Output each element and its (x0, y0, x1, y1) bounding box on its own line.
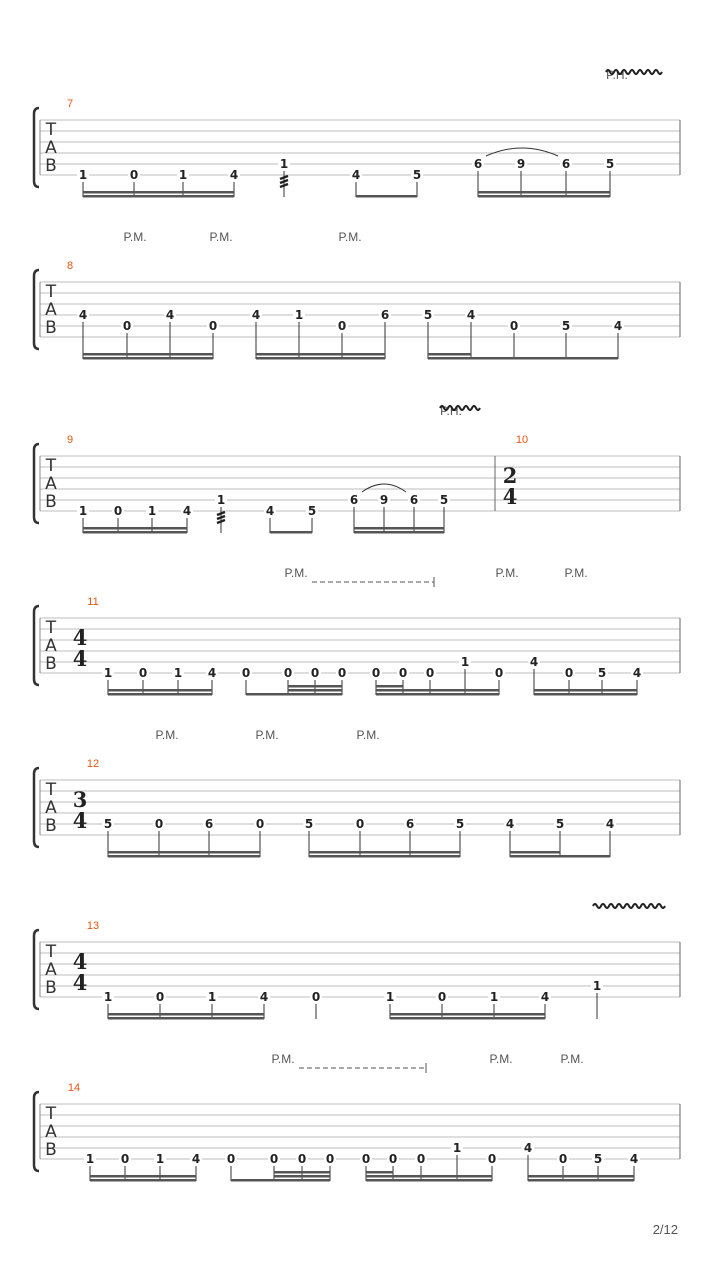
beam (356, 195, 417, 198)
tab-clef-letter: A (45, 474, 57, 494)
fret-number: 9 (379, 493, 389, 507)
tab-system (34, 904, 680, 1020)
tab-clef-letter: T (45, 1104, 57, 1124)
tab-clef-letter: B (45, 492, 57, 512)
beam (403, 689, 499, 692)
fret-number: 1 (592, 979, 602, 993)
beam (83, 195, 234, 198)
time-signature-top: 3 (72, 787, 88, 812)
tab-clef-letter: A (45, 1122, 57, 1142)
fret-number: 6 (409, 493, 419, 507)
tab-clef-letter: T (45, 456, 57, 476)
pinch-harmonic-label: P.H. (440, 404, 462, 418)
fret-number: 0 (269, 1152, 279, 1166)
fret-number: 1 (155, 1152, 165, 1166)
system-brace (34, 1092, 39, 1171)
fret-number: 5 (455, 817, 465, 831)
fret-number: 5 (304, 817, 314, 831)
beam (108, 851, 260, 854)
beam (108, 1013, 264, 1016)
fret-number: 0 (297, 1152, 307, 1166)
tab-system (34, 566, 680, 696)
measure-number: 13 (86, 920, 100, 932)
fret-number: 0 (494, 666, 504, 680)
fret-number: 0 (311, 990, 321, 1004)
tab-clef-letter: A (45, 798, 57, 818)
beam (108, 689, 212, 692)
fret-number: 0 (138, 666, 148, 680)
systems-layer (34, 68, 680, 1182)
fret-number: 0 (398, 666, 408, 680)
fret-number: 0 (283, 666, 293, 680)
tab-clef-letter: T (45, 618, 57, 638)
fret-number: 4 (505, 817, 515, 831)
beam (83, 353, 213, 356)
fret-number: 1 (279, 157, 289, 171)
beam (354, 527, 444, 530)
palm-mute-label: P.M. (155, 728, 179, 742)
beam (231, 1179, 274, 1182)
beam (274, 1175, 330, 1178)
fret-number: 4 (78, 308, 88, 322)
time-signature-bottom: 4 (72, 970, 88, 995)
fret-number: 4 (265, 504, 275, 518)
fret-number: 6 (204, 817, 214, 831)
beam (83, 357, 213, 360)
fret-number: 1 (216, 493, 226, 507)
measure-number: 7 (66, 98, 74, 110)
beam (288, 685, 342, 688)
time-signature-top: 2 (502, 463, 518, 488)
beam (83, 527, 187, 530)
fret-number: 5 (605, 157, 615, 171)
fret-number: 0 (487, 1152, 497, 1166)
beam (534, 689, 637, 692)
tab-clef-letter: B (45, 654, 57, 674)
fret-number: 5 (555, 817, 565, 831)
beam (560, 855, 610, 858)
beam (390, 1017, 545, 1020)
tab-system (34, 68, 680, 198)
fret-number: 0 (371, 666, 381, 680)
beam (528, 1175, 634, 1178)
beam (274, 1171, 330, 1174)
time-signature-top: 4 (72, 625, 88, 650)
pinch-harmonic-label: P.H. (606, 68, 628, 82)
beam (428, 353, 471, 356)
fret-number: 0 (310, 666, 320, 680)
fret-number: 0 (564, 666, 574, 680)
beam (108, 1017, 264, 1020)
measure-number: 8 (66, 260, 74, 272)
fret-number: 5 (103, 817, 113, 831)
fret-number: 4 (251, 308, 261, 322)
fret-number: 1 (385, 990, 395, 1004)
fret-number: 6 (380, 308, 390, 322)
tremolo-mark (217, 520, 225, 523)
fret-number: 4 (523, 1141, 533, 1155)
tremolo-mark (280, 180, 288, 183)
fret-number: 4 (605, 817, 615, 831)
tab-clef-letter: T (45, 120, 57, 140)
fret-number: 0 (437, 990, 447, 1004)
beam (478, 191, 610, 194)
measure-number: 10 (515, 434, 529, 446)
beam (90, 1175, 196, 1178)
fret-number: 0 (325, 1152, 335, 1166)
beam (288, 689, 342, 692)
fret-number: 1 (78, 168, 88, 182)
fret-number: 9 (516, 157, 526, 171)
palm-mute-label: P.M. (209, 230, 233, 244)
time-signature-bottom: 4 (502, 484, 518, 509)
beam (534, 693, 637, 696)
time-signature-bottom: 4 (72, 646, 88, 671)
beam (528, 1179, 634, 1182)
tab-system (34, 404, 680, 534)
beam (246, 693, 288, 696)
fret-number: 4 (191, 1152, 201, 1166)
beam (256, 353, 385, 356)
beam (354, 531, 444, 534)
tab-clef-letter: B (45, 1140, 57, 1160)
tab-clef-letter: A (45, 138, 57, 158)
measure-number: 14 (67, 1082, 81, 1094)
fret-number: 1 (85, 1152, 95, 1166)
fret-number: 4 (351, 168, 361, 182)
palm-mute-label: P.M. (564, 566, 588, 580)
tab-clef-letter: B (45, 318, 57, 338)
beam (566, 357, 618, 360)
fret-number: 1 (178, 168, 188, 182)
beam (393, 1175, 492, 1178)
tab-clef-letter: T (45, 942, 57, 962)
tab-clef-letter: B (45, 156, 57, 176)
system-brace (34, 930, 39, 1009)
fret-number: 4 (207, 666, 217, 680)
tab-clef-letter: T (45, 282, 57, 302)
fret-number: 1 (207, 990, 217, 1004)
fret-number: 5 (439, 493, 449, 507)
fret-number: 0 (558, 1152, 568, 1166)
beam (83, 191, 234, 194)
fret-number: 4 (529, 655, 539, 669)
fret-number: 1 (460, 655, 470, 669)
palm-mute-label: P.M. (356, 728, 380, 742)
beam (478, 195, 610, 198)
fret-number: 0 (337, 319, 347, 333)
system-brace (34, 108, 39, 187)
fret-number: 0 (122, 319, 132, 333)
tab-system (34, 230, 680, 360)
fret-number: 6 (405, 817, 415, 831)
fret-number: 0 (241, 666, 251, 680)
tab-system (34, 728, 680, 858)
fret-number: 4 (629, 1152, 639, 1166)
beam (108, 855, 260, 858)
palm-mute-label: P.M. (284, 566, 308, 580)
fret-number: 5 (423, 308, 433, 322)
tab-system (34, 1052, 680, 1182)
beam (108, 693, 212, 696)
tremolo-mark (280, 176, 288, 179)
fret-number: 4 (632, 666, 642, 680)
fret-number: 6 (473, 157, 483, 171)
fret-number: 1 (173, 666, 183, 680)
fret-number: 0 (155, 990, 165, 1004)
palm-mute-label: P.M. (338, 230, 362, 244)
fret-number: 4 (259, 990, 269, 1004)
beam (83, 531, 187, 534)
fret-number: 5 (597, 666, 607, 680)
measure-number: 9 (66, 434, 74, 446)
tremolo-mark (280, 184, 288, 187)
fret-number: 1 (489, 990, 499, 1004)
fret-number: 0 (113, 504, 123, 518)
tremolo-mark (217, 516, 225, 519)
measure-number: 12 (86, 758, 100, 770)
tab-clef-letter: B (45, 978, 57, 998)
page-number: 2/12 (652, 1222, 678, 1237)
fret-number: 1 (147, 504, 157, 518)
beam (309, 851, 460, 854)
fret-number: 0 (255, 817, 265, 831)
slur (486, 148, 558, 156)
fret-number: 0 (361, 1152, 371, 1166)
fret-number: 0 (388, 1152, 398, 1166)
beam (366, 1179, 492, 1182)
fret-number: 4 (540, 990, 550, 1004)
fret-number: 5 (307, 504, 317, 518)
beam (256, 357, 385, 360)
fret-number: 1 (103, 666, 113, 680)
fret-number: 4 (466, 308, 476, 322)
tab-clef-letter: T (45, 780, 57, 800)
beam (90, 1179, 196, 1182)
fret-number: 6 (349, 493, 359, 507)
beam (510, 851, 560, 854)
palm-mute-label: P.M. (271, 1052, 295, 1066)
fret-number: 0 (416, 1152, 426, 1166)
fret-number: 6 (561, 157, 571, 171)
time-signature-bottom: 4 (72, 808, 88, 833)
tab-clef-letter: B (45, 816, 57, 836)
tab-clef-letter: A (45, 300, 57, 320)
beam (471, 357, 514, 360)
fret-number: 0 (120, 1152, 130, 1166)
tab-clef-letter: A (45, 960, 57, 980)
time-signature-top: 4 (72, 949, 88, 974)
fret-number: 5 (561, 319, 571, 333)
slur (362, 484, 406, 492)
fret-number: 5 (593, 1152, 603, 1166)
system-brace (34, 444, 39, 523)
fret-number: 0 (208, 319, 218, 333)
beam (376, 685, 403, 688)
palm-mute-label: P.M. (123, 230, 147, 244)
fret-number: 4 (613, 319, 623, 333)
fret-number: 1 (294, 308, 304, 322)
fret-number: 4 (229, 168, 239, 182)
fret-number: 5 (412, 168, 422, 182)
fret-number: 0 (337, 666, 347, 680)
fret-number: 0 (226, 1152, 236, 1166)
palm-mute-label: P.M. (495, 566, 519, 580)
fret-number: 0 (509, 319, 519, 333)
tab-clef-letter: A (45, 636, 57, 656)
beam (376, 693, 499, 696)
beam (390, 1013, 545, 1016)
fret-number: 1 (103, 990, 113, 1004)
palm-mute-label: P.M. (560, 1052, 584, 1066)
fret-number: 0 (129, 168, 139, 182)
vibrato-wavy-line (593, 904, 665, 908)
palm-mute-label: P.M. (489, 1052, 513, 1066)
fret-number: 4 (182, 504, 192, 518)
fret-number: 0 (355, 817, 365, 831)
beam (270, 531, 312, 534)
fret-number: 4 (165, 308, 175, 322)
fret-number: 0 (154, 817, 164, 831)
system-brace (34, 768, 39, 847)
tremolo-mark (217, 512, 225, 515)
system-brace (34, 270, 39, 349)
system-brace (34, 606, 39, 685)
palm-mute-label: P.M. (255, 728, 279, 742)
measure-number: 11 (87, 596, 99, 608)
beam (309, 855, 460, 858)
fret-number: 1 (452, 1141, 462, 1155)
fret-number: 1 (78, 504, 88, 518)
beam (366, 1171, 393, 1174)
fret-number: 0 (425, 666, 435, 680)
